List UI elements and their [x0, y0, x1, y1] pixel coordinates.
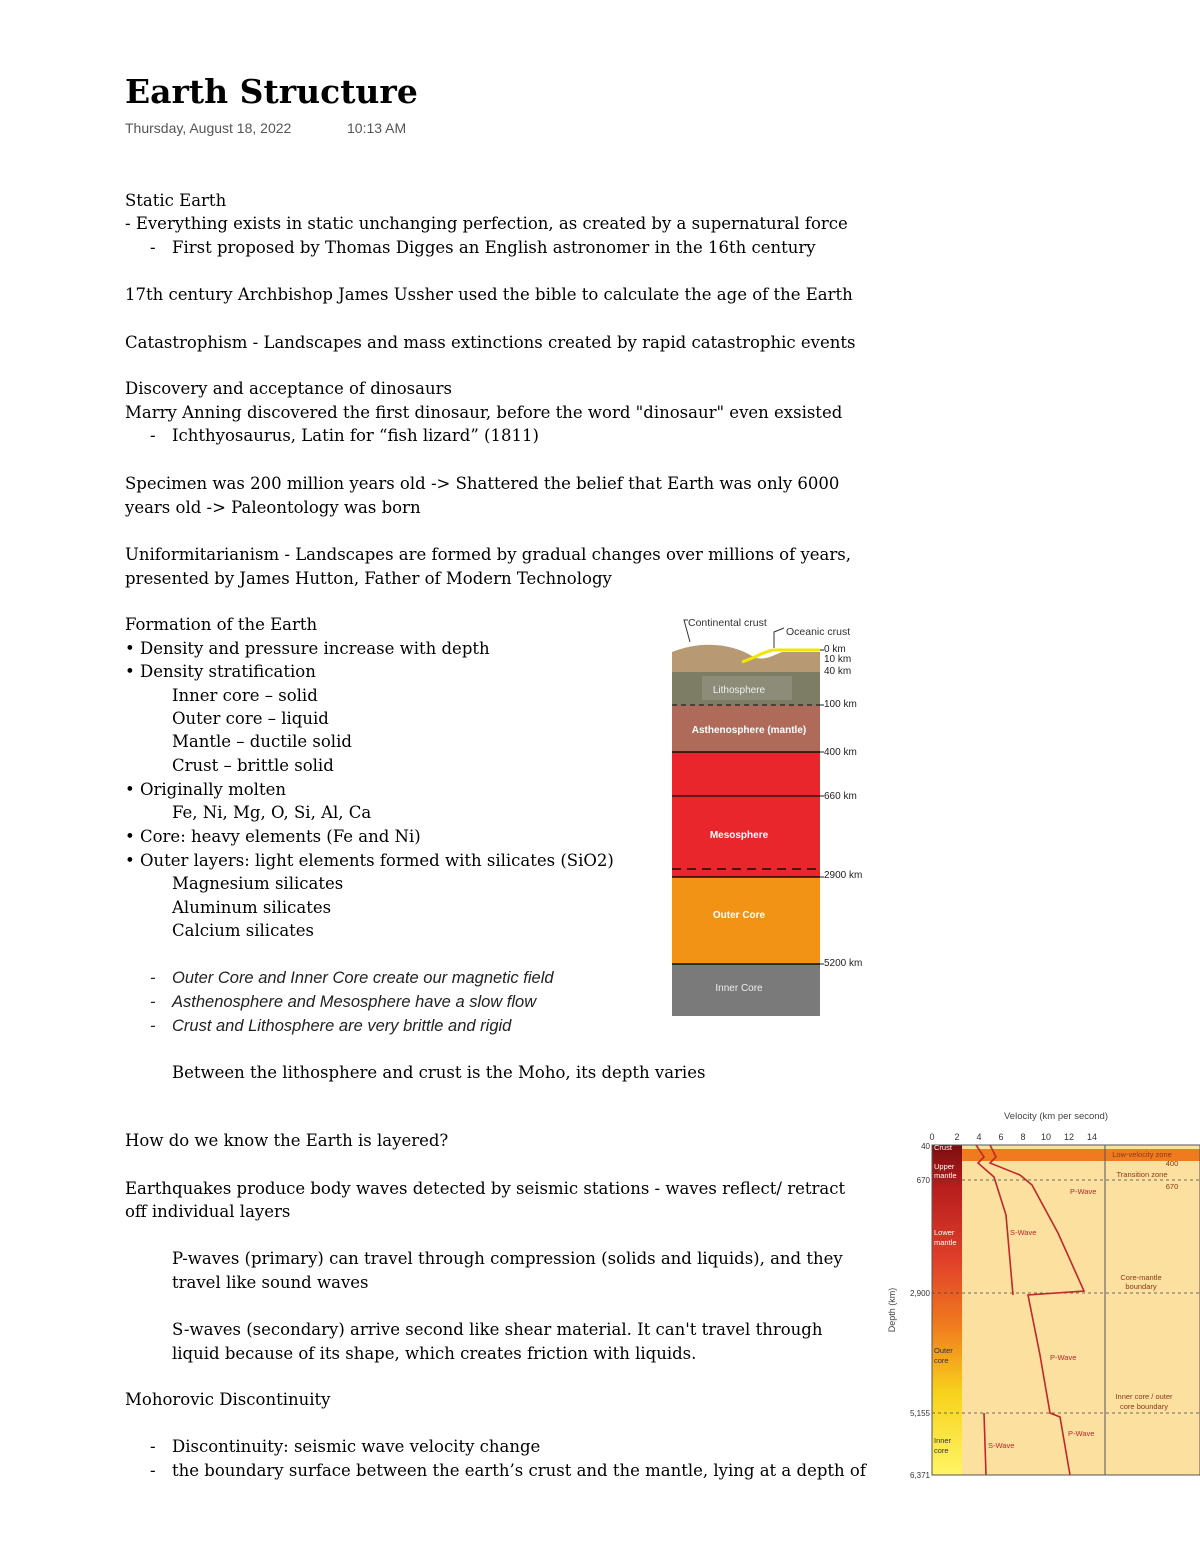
layer-name: mantle — [934, 1171, 957, 1180]
bullet-dash: - — [150, 969, 156, 987]
depth-label: 2900 km — [824, 870, 863, 881]
swave-line2: liquid because of its shape, which creates friction with liquids. — [172, 1344, 697, 1363]
wave-label: P-Wave — [1068, 1429, 1095, 1438]
page-time: 10:13 AM — [347, 120, 407, 136]
zone-label: 670 — [1165, 1182, 1179, 1191]
velocity-tick: 2 — [954, 1132, 960, 1142]
formation-item: Mantle – ductile solid — [172, 732, 352, 751]
formation-item: Fe, Ni, Mg, O, Si, Al, Ca — [172, 803, 372, 822]
zone-label: Transition zone — [1116, 1170, 1168, 1179]
bullet-dash: - — [150, 1017, 156, 1035]
velocity-tick: 14 — [1086, 1132, 1098, 1142]
zone-label: core boundary — [1120, 1402, 1168, 1411]
bullet-dash: - — [150, 238, 156, 257]
formation-bullet: • Originally molten — [125, 780, 286, 799]
catastrophism-line: Catastrophism - Landscapes and mass extinctions created by rapid catastrophic events — [125, 333, 856, 352]
layer-name: Inner — [934, 1436, 952, 1445]
layer-name: mantle — [934, 1238, 957, 1247]
bullet-dash: - — [150, 1461, 156, 1480]
velocity-tick: 0 — [929, 1132, 935, 1142]
pwave-line2: travel like sound waves — [172, 1273, 369, 1292]
layer-name: core — [934, 1356, 949, 1365]
depth-label: 40 km — [824, 666, 852, 677]
formation-item: Outer core – liquid — [172, 709, 329, 728]
mesosphere-label: Mesosphere — [709, 830, 769, 841]
formation-bullet: • Outer layers: light elements formed with silicates (SiO2) — [125, 851, 614, 870]
depth-label: 5200 km — [824, 958, 863, 969]
italic-note: Outer Core and Inner Core create our magnetic field — [172, 969, 554, 987]
zone-label: Core-mantle — [1120, 1273, 1162, 1282]
depth-label: 660 km — [824, 791, 857, 802]
zone-label: Inner core / outer — [1115, 1392, 1173, 1401]
mesosphere-layer — [672, 752, 820, 877]
inner-core-label: Inner Core — [715, 983, 763, 994]
dinosaurs-heading: Discovery and acceptance of dinosaurs — [125, 379, 452, 398]
bullet-dash: - — [150, 993, 156, 1011]
swave-line1: S-waves (secondary) arrive second like shear material. It can't travel through — [172, 1320, 823, 1339]
layered-line2: off individual layers — [125, 1202, 291, 1221]
velocity-tick: 10 — [1040, 1132, 1052, 1142]
layer-name: core — [934, 1446, 949, 1455]
velocity-tick: 12 — [1063, 1132, 1075, 1142]
bullet-dash: - — [150, 426, 156, 445]
formation-item: Calcium silicates — [172, 921, 315, 940]
layer-column — [932, 1145, 962, 1475]
italic-note: Asthenosphere and Mesosphere have a slow flow — [172, 993, 537, 1011]
formation-item: Inner core – solid — [172, 686, 318, 705]
zone-label: 400 — [1165, 1159, 1179, 1168]
layered-line1: Earthquakes produce body waves detected by seismic stations - waves reflect/ retract — [125, 1179, 846, 1198]
zone-label: Low-velocity zone — [1112, 1150, 1172, 1159]
page-date: Thursday, August 18, 2022 — [125, 120, 292, 136]
moho-note: Between the lithosphere and crust is the Moho, its depth varies — [172, 1063, 706, 1082]
chart-background — [932, 1145, 1200, 1475]
formation-item: Crust – brittle solid — [172, 756, 334, 775]
seismic-velocity-figure — [880, 1105, 1200, 1489]
pwave-line1: P-waves (primary) can travel through compression (solids and liquids), and they — [172, 1249, 843, 1268]
uniformitarianism-line2: presented by James Hutton, Father of Modern Technology — [125, 569, 612, 588]
page-title: Earth Structure — [125, 72, 418, 111]
lithosphere-label: Lithosphere — [712, 685, 766, 696]
outer-core-label: Outer Core — [712, 910, 766, 921]
depth-label: 10 km — [824, 654, 852, 665]
uniformitarianism-line1: Uniformitarianism - Landscapes are formed by gradual changes over millions of years, — [125, 545, 851, 564]
specimen-line2: years old -> Paleontology was born — [125, 498, 421, 517]
layer-name: Crust — [934, 1143, 952, 1152]
static-earth-heading: Static Earth — [125, 191, 227, 210]
wave-label: P-Wave — [1070, 1187, 1097, 1196]
velocity-title: Velocity (km per second) — [1003, 1111, 1109, 1122]
depth-axis-label: Depth (km) — [887, 1287, 897, 1333]
earth-layers-figure — [662, 612, 877, 1026]
oceanic-label: Oceanic crust — [786, 626, 851, 638]
depth-label: 0 km — [824, 644, 846, 655]
formation-item: Aluminum silicates — [172, 898, 332, 917]
velocity-tick: 6 — [998, 1132, 1004, 1142]
bullet-dash: - — [150, 1437, 156, 1456]
layer-name: Lower — [934, 1228, 955, 1237]
dinosaurs-line: Marry Anning discovered the first dinosaur, before the word "dinosaur" even exsisted — [125, 403, 843, 422]
formation-heading: Formation of the Earth — [125, 615, 318, 634]
static-earth-sub: First proposed by Thomas Digges an English astronomer in the 16th century — [172, 238, 816, 257]
zone-label: boundary — [1125, 1282, 1157, 1291]
wave-label: S-Wave — [988, 1441, 1015, 1450]
layer-name: Outer — [934, 1346, 953, 1355]
continental-label: Continental crust — [688, 617, 767, 629]
ussher-line: 17th century Archbishop James Ussher used the bible to calculate the age of the Earth — [125, 285, 853, 304]
formation-bullet: • Density and pressure increase with depth — [125, 639, 490, 658]
moho-bullet: the boundary surface between the earth’s crust and the mantle, lying at a depth of — [172, 1461, 866, 1480]
velocity-tick: 8 — [1020, 1132, 1026, 1142]
depth-label: 100 km — [824, 699, 857, 710]
velocity-tick: 4 — [976, 1132, 982, 1142]
wave-label: P-Wave — [1050, 1353, 1077, 1362]
formation-item: Magnesium silicates — [172, 874, 344, 893]
wave-label: S-Wave — [1010, 1228, 1037, 1237]
depth-tick: 2,900 — [909, 1289, 930, 1298]
depth-tick: 5,155 — [909, 1409, 930, 1418]
depth-tick: 6,371 — [909, 1471, 930, 1480]
layered-heading: How do we know the Earth is layered? — [125, 1131, 449, 1150]
depth-tick: 670 — [916, 1176, 930, 1185]
layer-name: Upper — [934, 1162, 955, 1171]
italic-note: Crust and Lithosphere are very brittle and rigid — [172, 1017, 512, 1035]
depth-tick: 40 — [921, 1142, 930, 1151]
formation-bullet: • Core: heavy elements (Fe and Ni) — [125, 827, 421, 846]
depth-label: 400 km — [824, 747, 857, 758]
specimen-line1: Specimen was 200 million years old -> Shattered the belief that Earth was only 6000 — [125, 474, 840, 493]
static-earth-line: - Everything exists in static unchanging perfection, as created by a supernatural force — [125, 214, 848, 233]
formation-bullet: • Density stratification — [125, 662, 316, 681]
moho-heading: Mohorovic Discontinuity — [125, 1390, 331, 1409]
asthenosphere-label: Asthenosphere (mantle) — [691, 725, 807, 736]
dinosaurs-sub: Ichthyosaurus, Latin for “fish lizard” (1811) — [172, 426, 539, 445]
moho-bullet: Discontinuity: seismic wave velocity change — [172, 1437, 541, 1456]
